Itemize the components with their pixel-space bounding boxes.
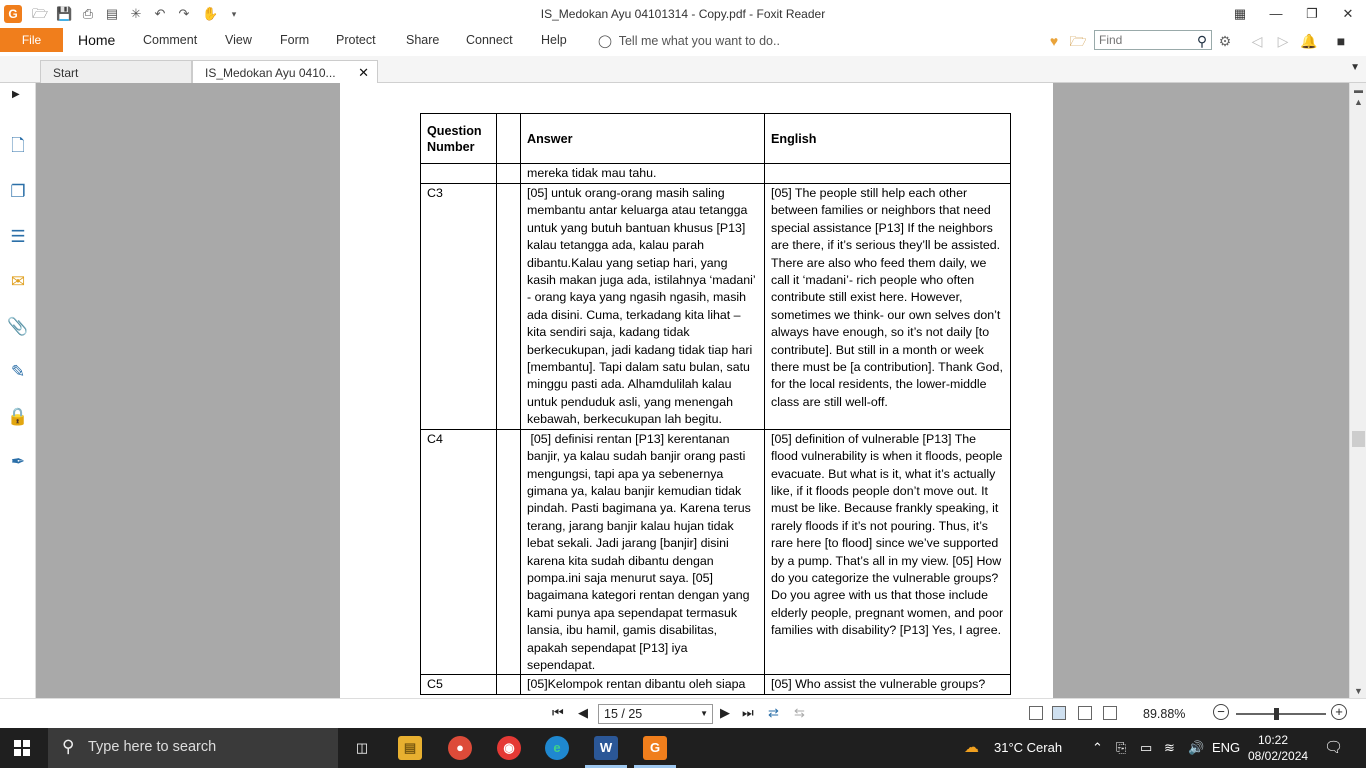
- weather-text[interactable]: 31°C Cerah: [994, 740, 1063, 755]
- cell-empty: [497, 184, 521, 430]
- user-icon[interactable]: ■: [1336, 33, 1346, 49]
- cell-question-number: C5: [421, 675, 497, 695]
- edge-icon[interactable]: e: [545, 736, 569, 760]
- document-tabs: [0, 56, 1366, 83]
- zoom-in-icon[interactable]: +: [1331, 704, 1347, 720]
- table-row: [421, 184, 1011, 430]
- properties-icon[interactable]: ▤: [105, 6, 119, 21]
- ribbon-menu: [0, 28, 1366, 56]
- language-indicator[interactable]: ENG: [1212, 740, 1241, 755]
- file-explorer-icon[interactable]: ▤: [398, 736, 422, 760]
- pdf-page: [340, 83, 1053, 698]
- header-english: English: [765, 114, 1011, 164]
- menu-comment[interactable]: Comment: [143, 33, 198, 47]
- next-view-icon[interactable]: ⇆: [794, 705, 805, 720]
- redo-icon[interactable]: ↷: [178, 6, 190, 21]
- header-blank: [497, 114, 521, 164]
- interview-table: [420, 113, 1011, 695]
- maximize-button[interactable]: ❐: [1306, 6, 1318, 21]
- tell-me-box[interactable]: [598, 33, 780, 48]
- tray-expand-icon[interactable]: ⌃: [1092, 740, 1103, 755]
- last-page-icon[interactable]: ⏭: [742, 705, 754, 720]
- cell-empty: [497, 164, 521, 184]
- zoom-slider[interactable]: [1236, 713, 1326, 715]
- save-icon[interactable]: 💾: [56, 6, 73, 21]
- zoom-level[interactable]: 89.88%: [1143, 707, 1186, 721]
- close-button[interactable]: ✕: [1342, 6, 1354, 21]
- expand-panel-icon[interactable]: ▶: [12, 89, 20, 100]
- cell-empty: [421, 164, 497, 184]
- menu-share[interactable]: Share: [406, 33, 440, 47]
- zoom-slider-knob[interactable]: [1274, 708, 1279, 720]
- header-answer: Answer: [521, 114, 765, 164]
- customize-dropdown-icon[interactable]: ▾: [231, 9, 237, 19]
- continuous-page-icon[interactable]: [1052, 706, 1066, 720]
- clock-date: 08/02/2024: [1248, 749, 1309, 763]
- network-icon[interactable]: ⎘: [1116, 740, 1127, 755]
- header-question-number: Question Number: [421, 114, 497, 164]
- menu-view[interactable]: View: [225, 33, 252, 47]
- page-number-input[interactable]: [598, 704, 713, 724]
- cell-answer: [05] untuk orang-orang masih saling membantu antar keluarga atau tetangga untuk yang butuh bantuan khusus [P13] kalau tetangga ada, kalau parah dibantu.Kalau yang setiap hari, yang kasih makan juga ada, istilahnya ‘madani’ - orang kaya yang ngasih ngasih, masih ada disini. Cuma, terkadang kita lihat – kita sendiri saja, kadang tidak berkecukupan, jadi kadang tidak tiap hari [membantu]. Tapi dalam satu bulan, satu minggu pasti ada. Alhamdulilah kalau untuk penduduk asli, yang menengah kebawah, berkecukupan lah begitu.: [521, 184, 765, 430]
- cell-answer: [05] definisi rentan [P13] kerentanan banjir, ya kalau sudah banjir orang pasti mengungsi, tapi apa ya sebenernya gimana ya, kalau banjir kemudian tidak pindah. Pasti bagimana ya. Karena terus terang, jarang banjir kalau hujan tidak lebat sekali. Jadi jarang [banjir] disini karena kita sudah dibantu dengan pompa.ini saja menurut saya. [05] bagaimana kategori rentan dengan yang kami punya apa sependapat termasuk lansia, ibu hamil, gamis disabilitas, apakah sependapat [P13] iya sependapat.: [521, 429, 765, 675]
- new-icon[interactable]: ✳: [130, 6, 142, 21]
- window-title: IS_Medokan Ayu 04101314 - Copy.pdf - Foxit Reader: [540, 7, 826, 21]
- battery-icon[interactable]: ▭: [1140, 740, 1153, 755]
- comments-icon[interactable]: ✉: [10, 272, 26, 291]
- cell-question-number: C3: [421, 184, 497, 430]
- menu-connect[interactable]: Connect: [466, 33, 513, 47]
- layers-icon[interactable]: ☰: [10, 227, 26, 246]
- digital-sign-icon[interactable]: ✒: [10, 452, 26, 471]
- chrome-icon[interactable]: ●: [448, 736, 472, 760]
- cell-empty: [497, 429, 521, 675]
- weather-icon[interactable]: ☁: [964, 739, 979, 756]
- system-clock[interactable]: [1248, 732, 1309, 764]
- previous-page-icon[interactable]: ◀: [578, 705, 588, 720]
- menu-help[interactable]: Help: [541, 33, 567, 47]
- title-bar: [0, 0, 1366, 28]
- cell-english: [05] The people still help each other between families or neighbors that need special assistance [P13] If the neighbors are there, if it’s serious they’ll be assisted. There are also who feed them daily, we call it ‘madani’- rich people who often contribute still exist here. However, sometimes we think- our own selves don’t always have enough, so it’s not daily [to contribute]. But still in a month or week there must be [a contribution]. Thank God, for the local residents, the lower-middle class are still well-off.: [765, 184, 1011, 430]
- undo-icon[interactable]: ↶: [154, 6, 166, 21]
- scroll-down-icon[interactable]: ▼: [1354, 686, 1363, 696]
- document-viewer[interactable]: [36, 83, 1349, 698]
- vertical-scrollbar[interactable]: [1349, 83, 1366, 698]
- taskbar-search-placeholder: Type here to search: [88, 739, 217, 755]
- notification-icon[interactable]: 🗨: [1324, 739, 1344, 756]
- restore-layout-icon[interactable]: ▦: [1233, 6, 1247, 21]
- page-number-value: 15 / 25: [604, 707, 643, 721]
- next-icon[interactable]: ▷: [1277, 33, 1289, 49]
- attachments-icon[interactable]: 📎: [7, 317, 29, 336]
- cell-english: [05] Who assist the vulnerable groups?: [765, 675, 1011, 695]
- search-icon: ⚲: [62, 737, 75, 756]
- tab-document-label: IS_Medokan Ayu 0410...: [205, 66, 336, 80]
- page-dropdown-icon[interactable]: ▼: [700, 709, 708, 718]
- single-page-icon[interactable]: [1029, 706, 1043, 720]
- bell-icon[interactable]: 🔔: [1300, 33, 1318, 49]
- heart-icon[interactable]: ♥: [1049, 33, 1059, 49]
- hand-tool-icon[interactable]: ✋: [202, 6, 219, 21]
- signature-icon[interactable]: ✎: [10, 362, 26, 381]
- menu-form[interactable]: Form: [280, 33, 310, 47]
- lightbulb-icon: ◯: [598, 34, 612, 48]
- app-red-icon[interactable]: ◉: [497, 736, 521, 760]
- menu-protect[interactable]: Protect: [336, 33, 376, 47]
- search-folder-icon[interactable]: 🗁: [1069, 33, 1087, 49]
- tab-list-dropdown-icon[interactable]: ▼: [1350, 62, 1360, 73]
- navigation-panel: [0, 83, 36, 698]
- security-lock-icon[interactable]: 🔒: [7, 407, 29, 426]
- cell-answer: mereka tidak mau tahu.: [521, 164, 765, 184]
- taskbar-search[interactable]: [48, 728, 338, 768]
- status-bar: [0, 698, 1366, 728]
- cell-answer: [05]Kelompok rentan dibantu oleh siapa: [521, 675, 765, 695]
- tab-start[interactable]: Start: [40, 60, 192, 83]
- windows-start-icon[interactable]: [14, 740, 30, 756]
- foxit-logo-icon: G: [4, 5, 22, 23]
- foxit-taskbar-icon[interactable]: G: [643, 736, 667, 760]
- word-icon[interactable]: W: [594, 736, 618, 760]
- cell-english: [05] definition of vulnerable [P13] The flood vulnerability is when it floods, people evacuate. But what is it, what it’s actually like, if it floods people don’t move out. It must be like. Because frankly speaking, it rarely floods if it’s not pouring. Thus, it’s rare here [to flood] since we’ve supported by a pump. That’s all in my view. [05] How do you categorize the vulnerable groups? Do you agree with us that those include elderly people, pregnant women, and poor families with disability? [P13] Yes, I agree.: [765, 429, 1011, 675]
- volume-icon[interactable]: 🔊: [1188, 740, 1205, 755]
- settings-gear-icon[interactable]: ⚙: [1218, 33, 1232, 49]
- table-row: [421, 675, 1011, 695]
- previous-icon[interactable]: ◁: [1251, 33, 1263, 49]
- wifi-icon[interactable]: ≋: [1164, 740, 1175, 755]
- menu-home[interactable]: Home: [78, 32, 116, 48]
- bookmark-icon[interactable]: 🗋: [11, 136, 25, 155]
- close-tab-icon[interactable]: ✕: [358, 65, 369, 80]
- facing-page-icon[interactable]: [1078, 706, 1092, 720]
- first-page-icon[interactable]: ⏮: [552, 705, 564, 720]
- table-row: [421, 429, 1011, 675]
- search-icon[interactable]: ⚲: [1196, 33, 1208, 49]
- page-thumbnails-icon[interactable]: ❐: [10, 182, 26, 201]
- cell-empty: [497, 675, 521, 695]
- minimize-button[interactable]: —: [1269, 6, 1283, 21]
- next-page-icon[interactable]: ▶: [720, 705, 730, 720]
- tell-me-text: Tell me what you want to do..: [618, 34, 780, 48]
- scroll-split-icon[interactable]: ▬: [1354, 85, 1363, 95]
- scroll-up-icon[interactable]: ▲: [1354, 97, 1363, 107]
- task-view-icon[interactable]: ◫: [355, 740, 369, 755]
- file-menu[interactable]: File: [0, 28, 63, 52]
- cell-question-number: C4: [421, 429, 497, 675]
- clock-time: 10:22: [1257, 733, 1289, 747]
- open-icon[interactable]: 🗁: [32, 6, 49, 21]
- continuous-facing-icon[interactable]: [1103, 706, 1117, 720]
- windows-taskbar: [0, 728, 1366, 768]
- previous-view-icon[interactable]: ⇄: [768, 705, 779, 720]
- scroll-thumb[interactable]: [1352, 431, 1365, 447]
- print-icon[interactable]: ⎙: [82, 6, 94, 21]
- zoom-out-icon[interactable]: −: [1213, 704, 1229, 720]
- tab-document[interactable]: [192, 60, 378, 83]
- cell-empty: [765, 164, 1011, 184]
